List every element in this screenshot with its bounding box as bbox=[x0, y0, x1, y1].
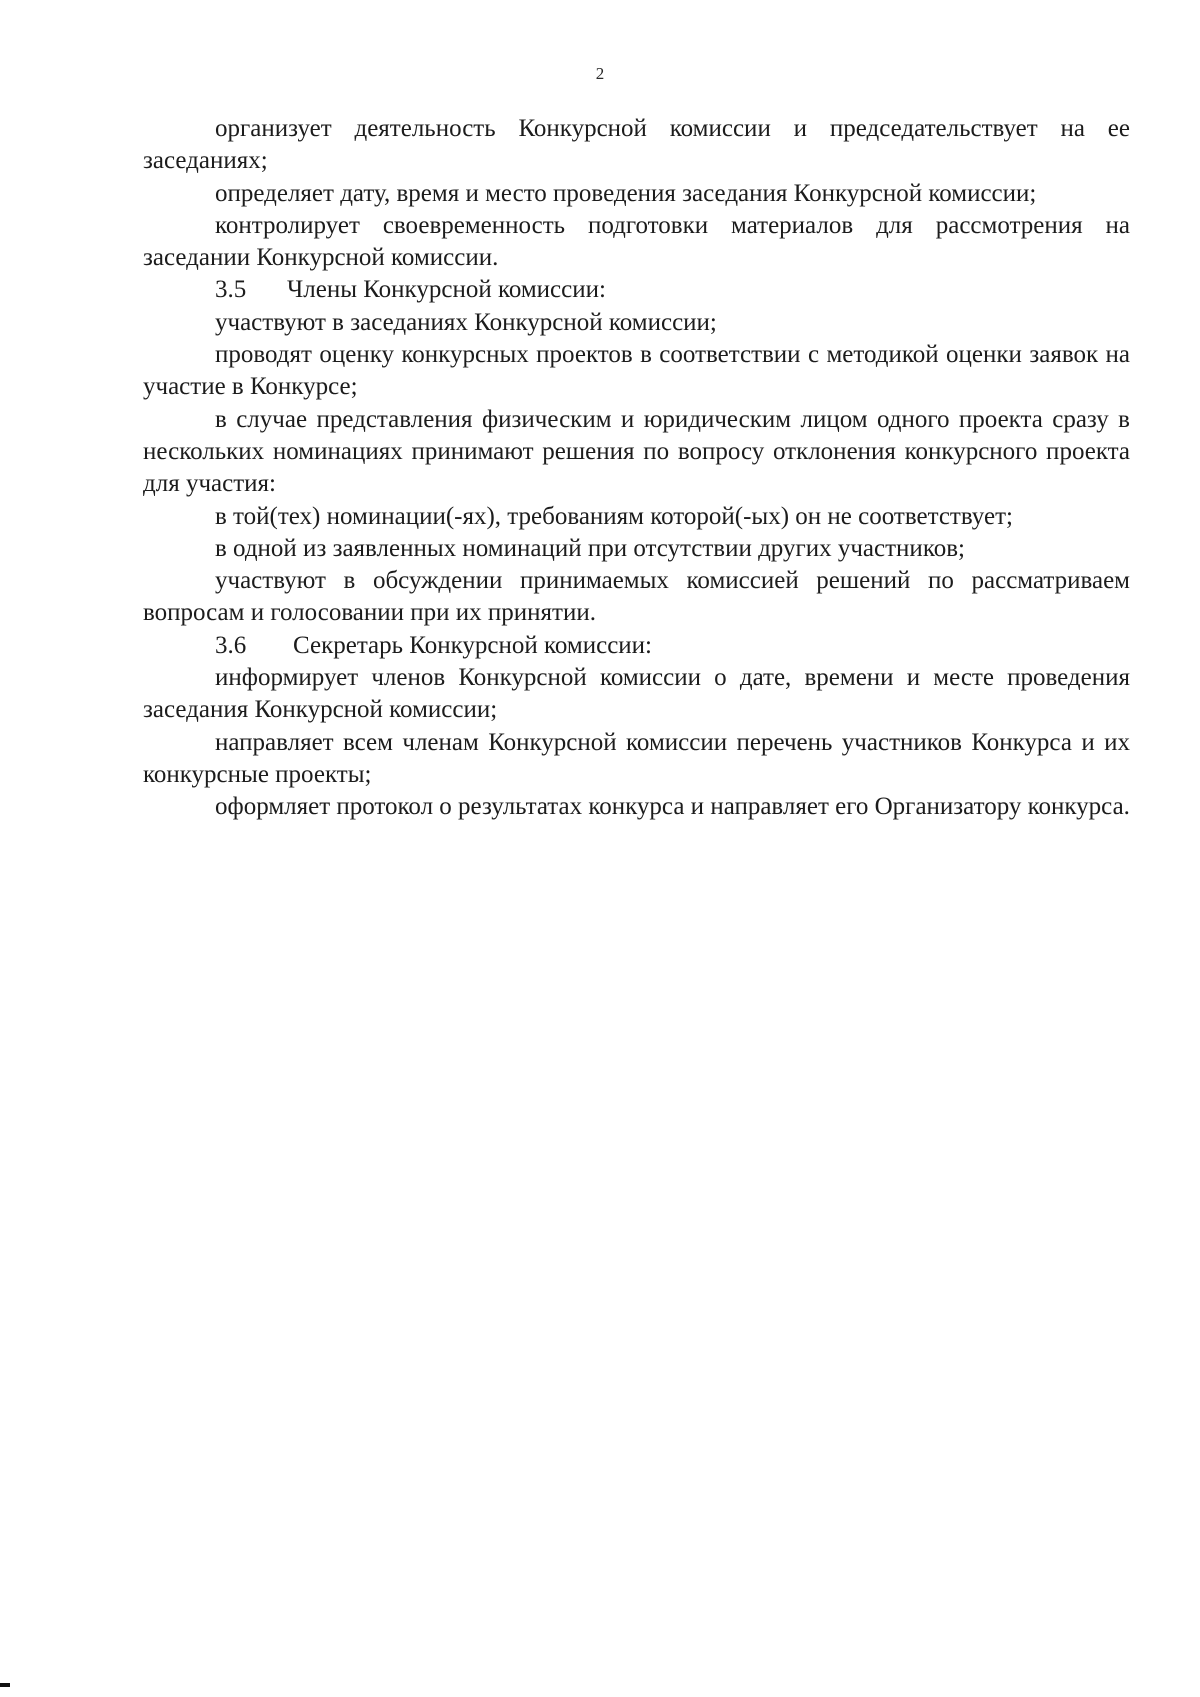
paragraph: определяет дату, время и место проведения заседания Конкурсной комиссии; bbox=[215, 179, 1037, 207]
paragraph: в одной из заявленных номинаций при отсутствии других участников; bbox=[215, 534, 965, 562]
paragraph: информирует членов Конкурсной комиссии о дате, времени и месте проведения заседания Конкурсной комиссии; bbox=[143, 664, 1130, 724]
paragraph: участвуют в заседаниях Конкурсной комиссии; bbox=[215, 308, 717, 336]
section-heading-3-5 bbox=[143, 274, 1130, 306]
paragraph: участвуют в обсуждении принимаемых комиссией решений по рассматриваем вопросам и голосовании при их принятии. bbox=[143, 567, 1130, 627]
scan-edge-mark bbox=[0, 1683, 10, 1687]
section-title: Члены Конкурсной комиссии: bbox=[287, 276, 606, 304]
paragraph: в той(тех) номинации(-ях), требованиям которой(-ых) он не соответствует; bbox=[215, 502, 1013, 530]
document-body bbox=[143, 113, 1130, 824]
paragraph: организует деятельность Конкурсной комиссии и председательствует на ее заседаниях; bbox=[143, 115, 1130, 175]
paragraph: в случае представления физическим и юридическим лицом одного проекта сразу в нескольких номинациях принимают решения по вопросу отклонения конкурсного проекта для участия: bbox=[143, 405, 1130, 498]
section-number: 3.6 bbox=[215, 631, 247, 659]
page-number: 2 bbox=[595, 64, 605, 83]
paragraph: направляет всем членам Конкурсной комиссии перечень участников Конкурса и их конкурсные проекты; bbox=[143, 728, 1130, 788]
paragraph: проводят оценку конкурсных проектов в соответствии с методикой оценки заявок на участие в Конкурсе; bbox=[143, 341, 1130, 401]
paragraph: контролирует своевременность подготовки материалов для рассмотрения на заседании Конкурсной комиссии. bbox=[143, 211, 1130, 272]
paragraph: оформляет протокол о результатах конкурса и направляет его Организатору конкурса. bbox=[215, 793, 1130, 821]
section-heading-3-6 bbox=[143, 630, 1130, 662]
section-number: 3.5 bbox=[215, 276, 247, 304]
section-title: Секретарь Конкурсной комиссии: bbox=[293, 631, 652, 659]
